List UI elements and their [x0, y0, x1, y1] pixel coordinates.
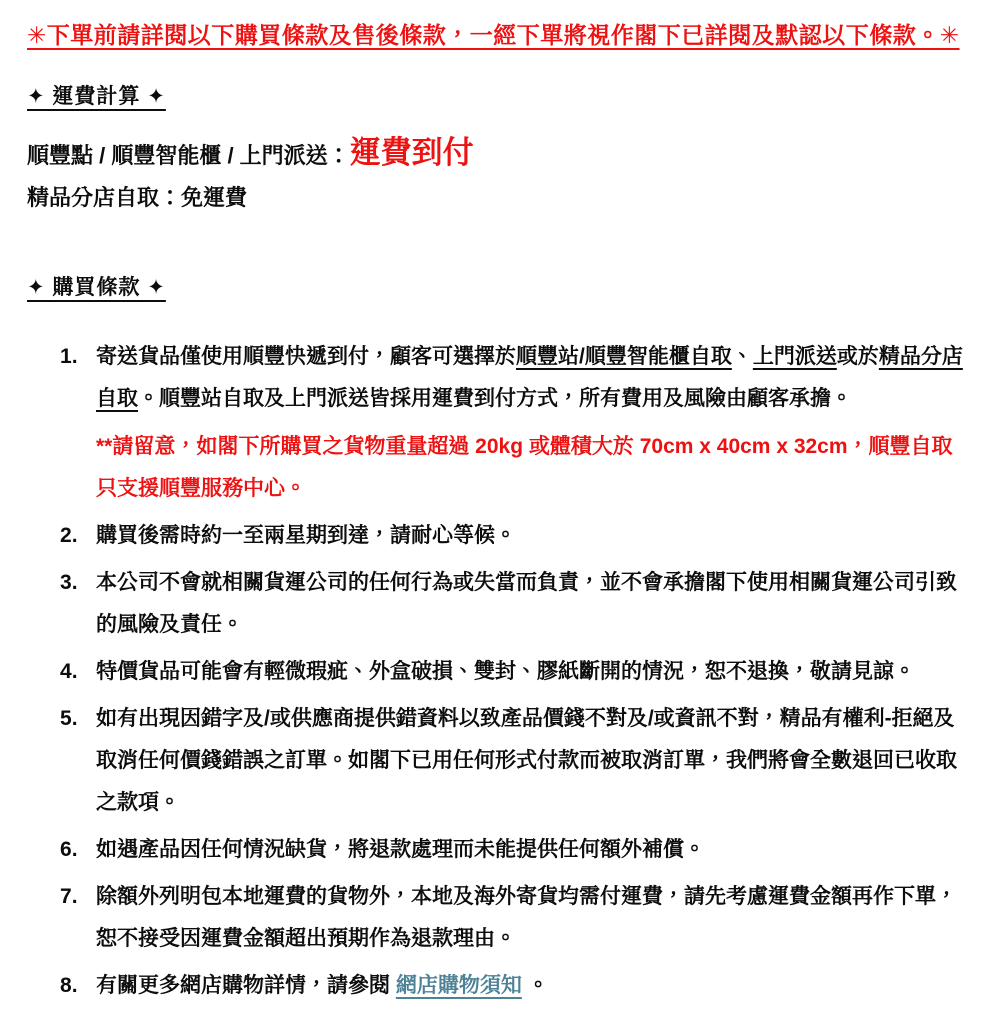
term-1-home-delivery-underlined: 上門派送 [752, 345, 837, 368]
term-item-5: 如有出現因錯字及/或供應商提供錯資料以致產品價錢不對及/或資訊不對，精品有權利-拒絕及取消任何價錢錯誤之訂單。如閣下已用任何形式付款而被取消訂單，我們將會全數退回已收取之款項。 [96, 707, 957, 814]
term-item-4: 特價貨品可能會有輕微瑕疵、外盒破損、雙封、膠紙斷開的情況，恕不退換，敬請見諒。 [96, 660, 915, 683]
term-1-run-3: 、 [731, 345, 753, 368]
shipping-method-label: 順豐點 / 順豐智能櫃 / 上門派送： [27, 143, 350, 168]
term-1-weight-limit-note: **請留意，如閣下所購買之貨物重量超過 20kg 或體積大於 70cm x 40cm x 32cm，順豐自取只支援順豐服務中心。 [96, 435, 953, 500]
term-item-6: 如遇產品因任何情況缺貨，將退款處理而未能提供任何額外補償。 [96, 838, 705, 861]
freight-collect-value: 運費到付 [349, 135, 474, 170]
terms-list [27, 336, 967, 1007]
term-item-7: 除額外列明包本地運費的貨物外，本地及海外寄貨均需付運費，請先考慮運費金額再作下單，恕不接受因運費金額超出預期作為退款理由。 [96, 885, 957, 950]
term-1-sf-pickup-underlined: 順豐站/順豐智能櫃自取 [516, 345, 732, 368]
term-1-store-pickup-underlined: 精品分店自取 [96, 345, 963, 410]
term-1-text [96, 336, 967, 420]
term-item-2: 購買後需時約一至兩星期到達，請耐心等候。 [96, 524, 516, 547]
term-item-1 [60, 336, 967, 510]
term-1-run-7: 。順豐站自取及上門派送皆採用運費到付方式，所有費用及風險由顧客承擔。 [138, 387, 852, 410]
term-1-run-5: 或於 [836, 345, 879, 368]
term-1-run-1: 寄送貨品僅使用順豐快遞到付，顧客可選擇於 [96, 345, 516, 368]
store-pickup-free-line: 精品分店自取：免運費 [27, 185, 248, 210]
online-store-shopping-guide-link[interactable]: 網店購物須知 [395, 974, 522, 997]
term-8-post-text: 。 [521, 974, 549, 997]
term-item-3: 本公司不會就相關貨運公司的任何行為或失當而負責，並不會承擔閣下使用相關貨運公司引致的風險及責任。 [96, 571, 957, 636]
shipping-method-line [27, 134, 967, 175]
pre-order-notice: ✳下單前請詳閱以下購買條款及售後條款，一經下單將視作閣下已詳閱及默認以下條款。✳ [27, 22, 960, 48]
term-item-8 [60, 965, 967, 1007]
shipping-fee-heading: ✦ 運費計算 ✦ [27, 85, 166, 108]
term-8-pre-text: 有關更多網店購物詳情，請參閱 [96, 974, 396, 997]
purchase-terms-heading: ✦ 購買條款 ✦ [27, 276, 166, 299]
